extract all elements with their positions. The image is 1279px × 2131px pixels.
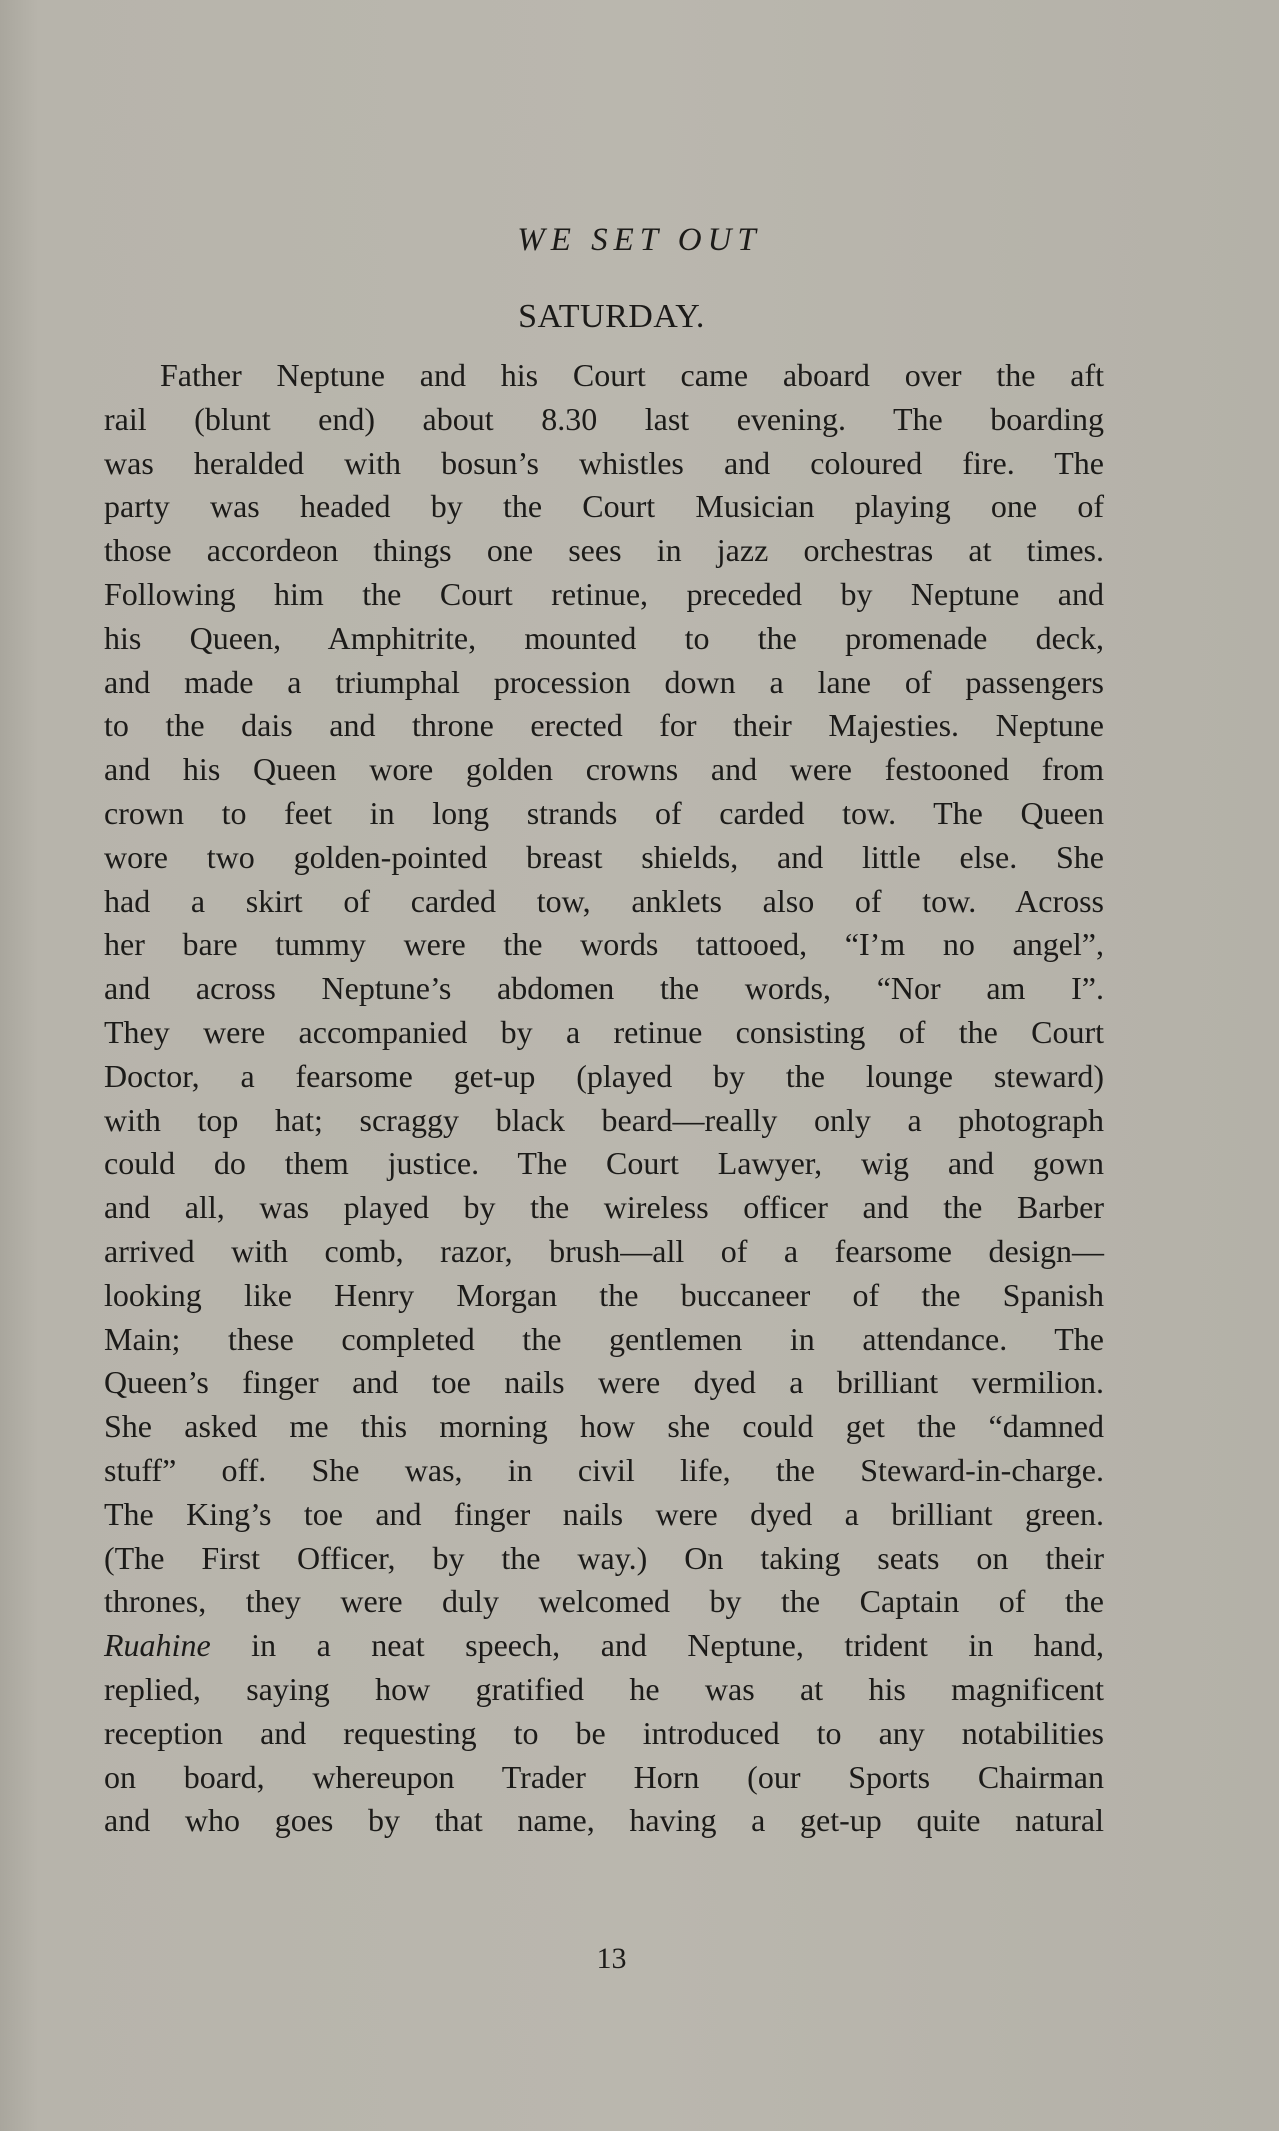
body-text <box>104 354 1104 1843</box>
text-line: replied, saying how gratified he was at his magnificent <box>104 1670 1104 1707</box>
text-line-rest: in a neat speech, and Neptune, trident in hand, <box>251 1627 1105 1664</box>
text-line: stuff” off. She was, in civil life, the Steward-in-charge. <box>104 1451 1104 1488</box>
text-line: was heralded with bosun’s whistles and coloured fire. The <box>104 444 1104 481</box>
ship-name: Ruahine <box>104 1627 211 1664</box>
text-line: could do them justice. The Court Lawyer, wig and gown <box>104 1145 1104 1182</box>
text-line: had a skirt of carded tow, anklets also of tow. Across <box>104 882 1104 919</box>
text-line: looking like Henry Morgan the buccaneer of the Spanish <box>104 1276 1104 1313</box>
text-line: and across Neptune’s abdomen the words, “Nor am I”. <box>104 970 1104 1007</box>
text-line: to the dais and throne erected for their Majesties. Neptune <box>104 707 1104 744</box>
text-line: She asked me this morning how she could get the “damned <box>104 1408 1104 1445</box>
section-title: SATURDAY. <box>518 298 705 335</box>
text-line: and his Queen wore golden crowns and were festooned from <box>104 751 1104 788</box>
text-line: wore two golden-pointed breast shields, and little else. She <box>104 838 1104 875</box>
page-number: 13 <box>596 1942 627 1975</box>
text-line: and made a triumphal procession down a lane of passengers <box>104 663 1104 700</box>
text-line: The King’s toe and finger nails were dyed a brilliant green. <box>104 1495 1104 1532</box>
text-line: Father Neptune and his Court came aboard over the aft <box>160 357 1104 393</box>
text-line: those accordeon things one sees in jazz orchestras at times. <box>104 532 1104 569</box>
text-line: Main; these completed the gentlemen in attendance. The <box>104 1320 1104 1357</box>
text-line: party was headed by the Court Musician playing one of <box>104 488 1104 525</box>
text-line: his Queen, Amphitrite, mounted to the promenade deck, <box>104 619 1104 656</box>
text-line: arrived with comb, razor, brush—all of a fearsome design— <box>104 1232 1104 1269</box>
text-line: with top hat; scraggy black beard—really only a photograph <box>104 1101 1104 1138</box>
text-line: and all, was played by the wireless officer and the Barber <box>104 1189 1104 1226</box>
text-line: reception and requesting to be introduced to any notabilities <box>104 1714 1104 1751</box>
text-line: (The First Officer, by the way.) On taking seats on their <box>104 1539 1104 1576</box>
text-line: Following him the Court retinue, preceded by Neptune and <box>104 575 1104 612</box>
text-line: crown to feet in long strands of carded tow. The Queen <box>104 794 1104 831</box>
text-line-with-ship-name <box>104 1624 1104 1668</box>
text-line: Queen’s finger and toe nails were dyed a brilliant vermilion. <box>104 1364 1104 1401</box>
text-line: Doctor, a fearsome get-up (played by the lounge steward) <box>104 1057 1104 1094</box>
running-head: WE SET OUT <box>517 222 762 258</box>
text-line: on board, whereupon Trader Horn (our Sports Chairman <box>104 1758 1104 1795</box>
text-line: rail (blunt end) about 8.30 last evening. The boarding <box>104 400 1104 437</box>
text-line: and who goes by that name, having a get-up quite natural <box>104 1802 1104 1839</box>
text-line: her bare tummy were the words tattooed, “I’m no angel”, <box>104 926 1104 963</box>
text-line: They were accompanied by a retinue consisting of the Court <box>104 1013 1104 1050</box>
text-line: thrones, they were duly welcomed by the Captain of the <box>104 1583 1104 1620</box>
